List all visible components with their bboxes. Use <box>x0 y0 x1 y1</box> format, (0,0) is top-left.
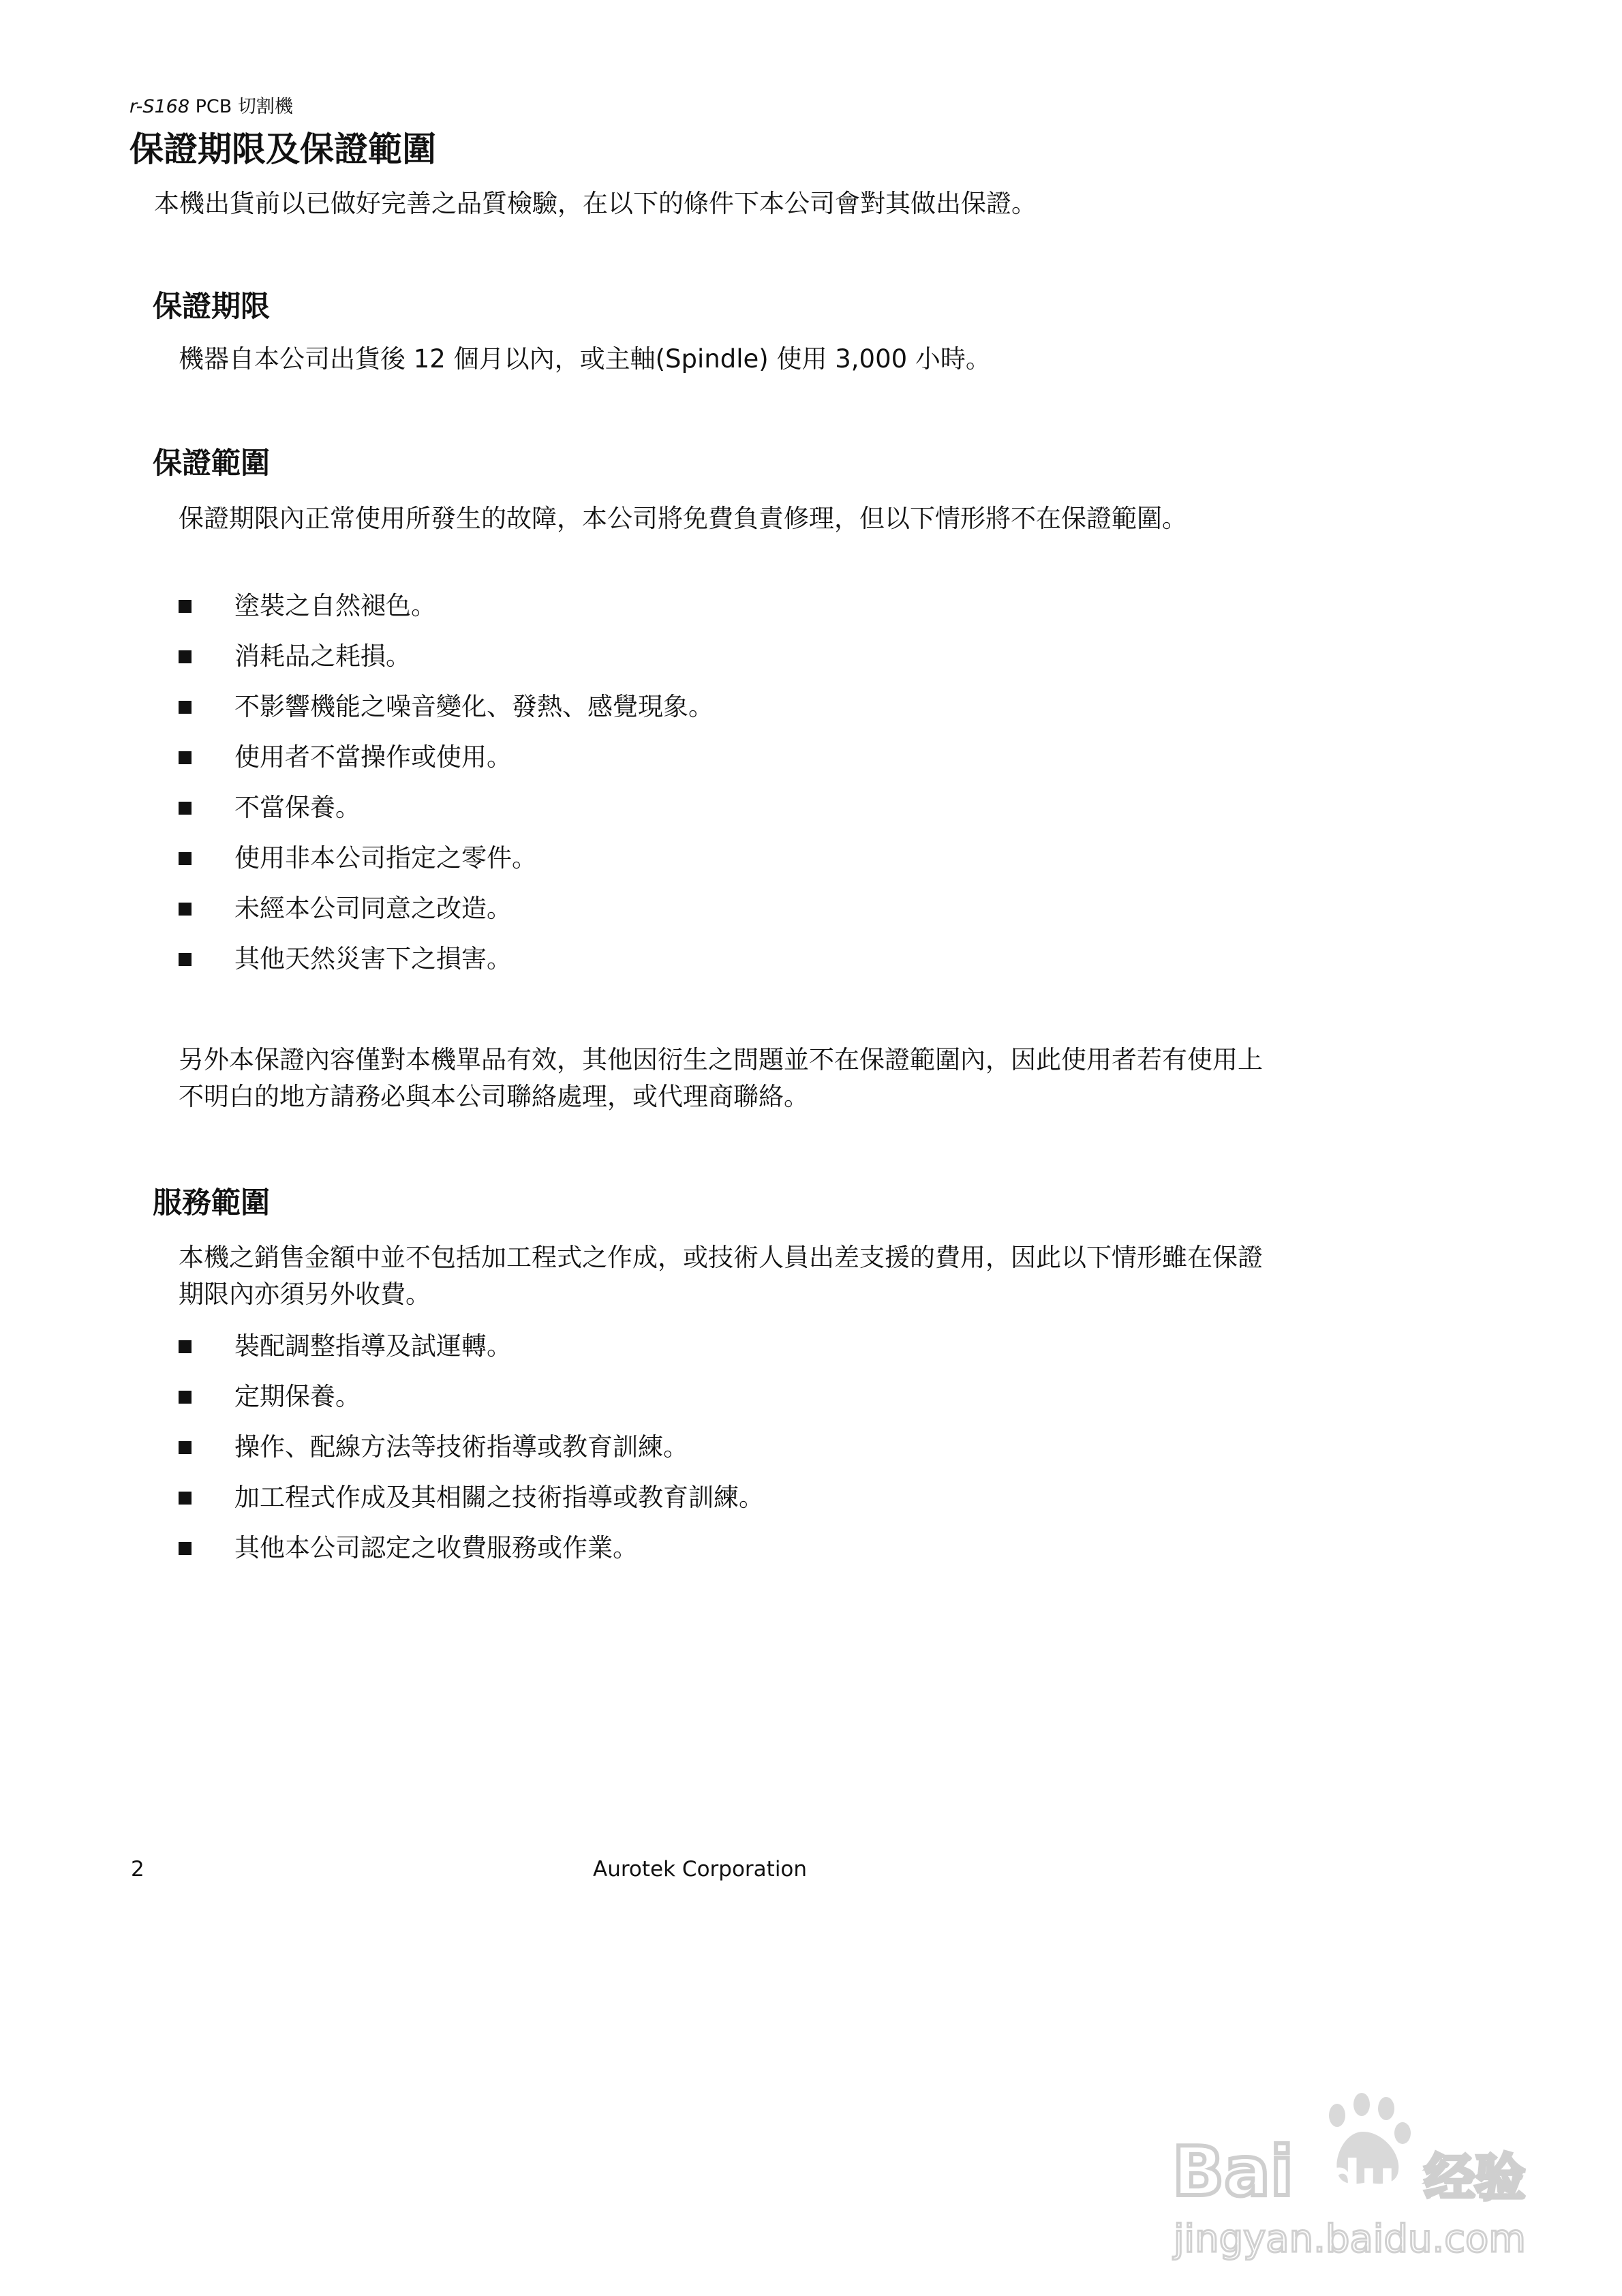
warranty-period-heading: 保證期限 <box>153 290 270 324</box>
list-item-text: 消耗品之耗損。 <box>234 641 411 671</box>
list-item <box>179 581 714 631</box>
square-bullet-icon <box>179 701 192 714</box>
service-scope-heading: 服務範圍 <box>153 1186 270 1220</box>
warranty-scope-heading: 保證範圍 <box>153 447 270 481</box>
list-item <box>179 732 714 783</box>
list-item <box>179 783 714 833</box>
list-item <box>179 682 714 732</box>
list-item-text: 裝配調整指導及試運轉。 <box>234 1331 512 1361</box>
list-item-text: 塗裝之自然褪色。 <box>234 591 436 620</box>
running-header <box>129 95 293 119</box>
service-items-list <box>179 1321 764 1573</box>
list-item-text: 未經本公司同意之改造。 <box>234 894 512 923</box>
square-bullet-icon <box>179 650 192 663</box>
list-item <box>179 1472 764 1523</box>
footer-company: Aurotek Corporation <box>593 1857 808 1882</box>
list-item <box>179 1321 764 1372</box>
list-item-text: 加工程式作成及其相關之技術指導或教育訓練。 <box>234 1483 764 1512</box>
list-item-text: 不影響機能之噪音變化、發熱、感覺現象。 <box>234 692 714 721</box>
intro-paragraph: 本機出貨前以已做好完善之品質檢驗，在以下的條件下本公司會對其做出保證。 <box>154 189 1037 218</box>
model-description: PCB 切割機 <box>189 96 293 117</box>
list-item-text: 不當保養。 <box>234 793 361 822</box>
square-bullet-icon <box>179 903 192 916</box>
list-item-text: 使用非本公司指定之零件。 <box>234 843 537 873</box>
square-bullet-icon <box>179 802 192 815</box>
list-item <box>179 1422 764 1472</box>
square-bullet-icon <box>179 1492 192 1505</box>
square-bullet-icon <box>179 1441 192 1454</box>
square-bullet-icon <box>179 1340 192 1353</box>
list-item <box>179 934 714 984</box>
square-bullet-icon <box>179 600 192 613</box>
square-bullet-icon <box>179 1391 192 1404</box>
list-item-text: 使用者不當操作或使用。 <box>234 742 512 772</box>
exclusions-list <box>179 581 714 984</box>
square-bullet-icon <box>179 953 192 966</box>
square-bullet-icon <box>179 751 192 764</box>
list-item-text: 其他天然災害下之損害。 <box>234 944 512 973</box>
svg-text:jingyan.baidu.com: jingyan.baidu.com <box>1174 2217 1526 2261</box>
list-item <box>179 833 714 883</box>
model-number: r-S168 <box>129 96 190 117</box>
page-title: 保證期限及保證範圍 <box>129 130 436 169</box>
list-item <box>179 631 714 682</box>
square-bullet-icon <box>179 1542 192 1555</box>
list-item-text: 其他本公司認定之收費服務或作業。 <box>234 1533 638 1562</box>
page-number: 2 <box>131 1857 144 1882</box>
list-item <box>179 1372 764 1422</box>
svg-text:du: du <box>1326 2149 1396 2207</box>
baidu-jingyan-watermark <box>1159 2069 1540 2274</box>
svg-text:经验: 经验 <box>1424 2149 1525 2207</box>
warranty-note: 另外本保證內容僅對本機單品有效，其他因衍生之問題並不在保證範圍內，因此使用者若有使用上不明白的地方請務必與本公司聯絡處理，或代理商聯絡。 <box>179 1045 1263 1111</box>
warranty-scope-text: 保證期限內正常使用所發生的故障，本公司將免費負責修理，但以下情形將不在保證範圍。 <box>179 504 1187 533</box>
svg-text:Bai: Bai <box>1172 2132 1294 2211</box>
square-bullet-icon <box>179 852 192 865</box>
service-scope-text: 本機之銷售金額中並不包括加工程式之作成，或技術人員出差支援的費用，因此以下情形雖在保證期限內亦須另外收費。 <box>179 1243 1263 1309</box>
list-item-text: 定期保養。 <box>234 1382 361 1411</box>
list-item <box>179 883 714 934</box>
list-item <box>179 1523 764 1573</box>
list-item-text: 操作、配線方法等技術指導或教育訓練。 <box>234 1432 688 1462</box>
warranty-period-text: 機器自本公司出貨後 12 個月以內，或主軸(Spindle) 使用 3,000 小時。 <box>179 344 991 374</box>
